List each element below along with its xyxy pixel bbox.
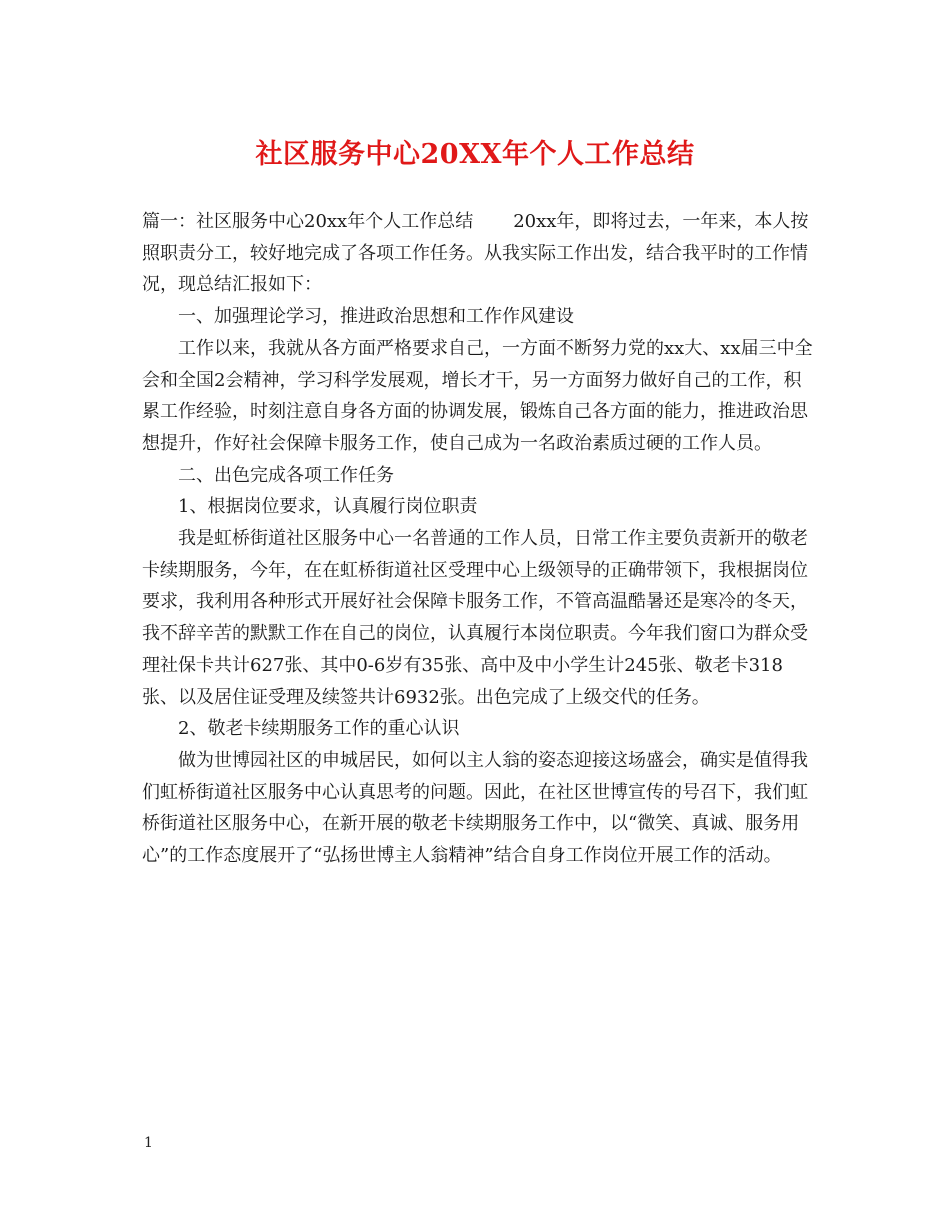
body-paragraph-1: 工作以来，我就从各方面严格要求自己，一方面不断努力党的xx大、xx届三中全会和全国2会精神，学习科学发展观，增长才干，另一方面努力做好自己的工作，积累工作经验，时刻注意自身各方面的协调发展，锻炼自己各方面的能力，推进政治思想提升，作好社会保障卡服务工作，使自己成为一名政治素质过硬的工作人员。 (142, 337, 813, 454)
body-paragraph-2: 我是虹桥街道社区服务中心一名普通的工作人员，日常工作主要负责新开的敬老卡续期服务，今年，在在虹桥街道社区受理中心上级领导的正确带领下，我根据岗位要求，我利用各种形式开展好社会保障卡服务工作，不管高温酷暑还是寒冷的冬天，我不辞辛苦的默默工作在自己的岗位，认真履行本岗位职责。今年我们窗口为群众受理社保卡共计627张、其中0-6岁有35张、高中及中小学生计245张、敬老卡318张、以及居住证受理及续签共计6932张。出色完成了上级交代的任务。 (142, 528, 808, 708)
document-body (142, 206, 814, 872)
subheading-2: 2、敬老卡续期服务工作的重心认识 (178, 718, 460, 740)
section-heading-2: 二、出色完成各项工作任务 (178, 464, 394, 486)
intro-paragraph (142, 206, 814, 301)
intro-heading: 篇一：社区服务中心20xx年个人工作总结 (142, 211, 474, 232)
subheading-1: 1、根据岗位要求，认真履行岗位职责 (178, 496, 478, 518)
body-paragraph-3: 做为世博园社区的申城居民，如何以主人翁的姿态迎接这场盛会，确实是值得我们虹桥街道社区服务中心认真思考的问题。因此，在社区世博宣传的号召下，我们虹桥街道社区服务中心，在新开展的敬老卡续期服务工作中，以“微笑、真诚、服务用心”的工作态度展开了“弘扬世博主人翁精神”结合自身工作岗位开展工作的活动。 (142, 749, 808, 867)
section-heading-1: 一、加强理论学习，推进政治思想和工作作风建设 (178, 306, 574, 328)
intro-text: 20xx年，即将过去，一年来，本人按照职责分工，较好地完成了各项工作任务。从我实际工作出发，结合我平时的工作情况，现总结汇报如下： (142, 211, 809, 296)
page-number: 1 (144, 1135, 153, 1151)
document-title: 社区服务中心20XX年个人工作总结 (255, 139, 695, 170)
